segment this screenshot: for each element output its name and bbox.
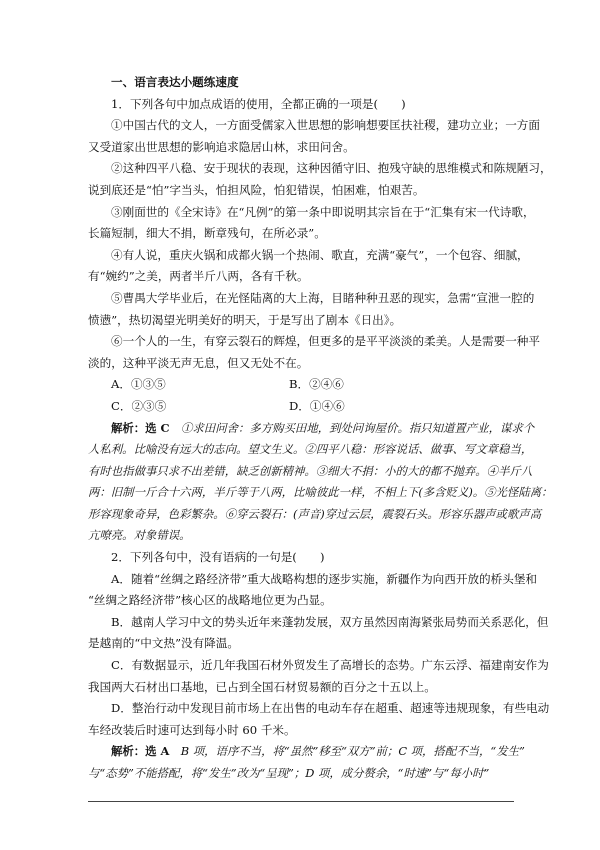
q1-stem: 1．下列各句中加点成语的使用，全都正确的一项是( ) [111, 96, 406, 111]
q1-answer-line: 亢嘹亮。对象错误。 [88, 528, 191, 543]
q2-stem: 2．下列各句中，没有语病的一句是( ) [111, 550, 325, 565]
q2-answer-line [88, 741, 525, 763]
q1-option-b: B．②④⑥ [289, 377, 344, 392]
q2-line: “丝绸之路经济带”核心区的战略地位更为凸显。 [88, 593, 332, 608]
q1-line: ④有人说，重庆火锅和成都火锅一个热闹、歌直，充满“豪气”，一个包容、细腻， [111, 247, 529, 262]
q1-answer-line [88, 418, 535, 440]
q2-line: C．有数据显示，近几年我国石材外贸发生了高增长的态势。广东云浮、福建南安作为 [111, 658, 549, 673]
q1-answer-line: 两：旧制一斤合十六两，半斤等于八两，比喻彼此一样，不相上下(多含贬义)。⑤光怪陆离： [88, 485, 553, 500]
q2-line: B．越南人学习中文的势头近年来蓬勃发展，双方虽然因南海紧张局势而关系恶化，但 [111, 614, 549, 629]
q1-answer-line: 人私利。比喻没有远大的志向。望文生义。②四平八稳：形容说话、做事、写文章稳当， [88, 442, 533, 457]
q1-options-row [88, 396, 516, 418]
q1-line: 又受道家出世思想的影响追求隐居山林，求田问舍。 [88, 139, 355, 154]
q1-line: ②这种四平八稳、安于现状的表现，这种因循守旧、抱残守缺的思维模式和陈规陋习， [111, 161, 552, 176]
q1-option-c: C．②③⑤ [111, 398, 167, 413]
q1-line: ③刚面世的《全宋诗》在“凡例”的第一条中即说明其宗旨在于“汇集有宋一代诗歌， [111, 204, 535, 219]
q1-line: 有“婉约”之美，两者半斤八两，各有千秋。 [88, 269, 309, 284]
q2-line: D．整治行动中发现目前市场上在出售的电动车存在超重、超速等违规现象，有些电动 [111, 701, 550, 716]
document-content [88, 72, 553, 785]
q2-answer-lead: 解析：选 A [111, 744, 170, 759]
q2-answer-text: B 项，语序不当，将“虽然”移至“双方”前；C 项，搭配不当，“发生” [180, 744, 525, 759]
q1-option-a: A．①③⑤ [111, 377, 166, 392]
q1-line: 说到底还是“怕”字当头，怕担风险，怕犯错误，怕困难，怕艰苦。 [88, 182, 425, 197]
footer-divider [88, 801, 514, 802]
q1-line: 愤懑”，热切渴望光明美好的明天，于是写出了剧本《日出》。 [88, 312, 402, 327]
q1-line: ⑤曹禺大学毕业后，在光怪陆离的大上海，目睹种种丑恶的现实，急需“宣泄一腔的 [111, 290, 535, 305]
q1-line: ①中国古代的文人，一方面受儒家入世思想的影响想要匡扶社稷，建功立业；一方面 [111, 118, 540, 133]
q2-line: 车经改装后时速可达到每小时 60 千米。 [88, 722, 296, 737]
q1-answer-line: 有时也指做事只求不出差错，缺乏创新精神。③细大不捐：小的大的都不抛弃。④半斤八 [88, 463, 533, 478]
q1-answer-text: ①求田问舍：多方购买田地，到处问询屋价。指只知道置产业，谋求个 [181, 420, 535, 435]
q1-option-d: D．①④⑥ [289, 398, 345, 413]
q1-line: 长篇短制，细大不捐，断章残句，在所必录”。 [88, 226, 326, 241]
q2-answer-line: 与“态势”不能搭配，将“发生”改为“呈现”；D 项，成分赘余，“时速”与“每小时” [88, 766, 490, 780]
q1-answer-line: 形容现象奇异，色彩繁杂。⑥穿云裂石：(声音)穿过云层，震裂石头。形容乐器声或歌声高 [88, 506, 542, 521]
q2-line: 我国两大石材出口基地，已占到全国石材贸易额的百分之十五以上。 [88, 679, 436, 694]
q2-line: 是越南的“中文热”没有降温。 [88, 636, 239, 651]
q1-line: ⑥一个人的一生，有穿云裂石的辉煌，但更多的是平平淡淡的柔美。人是需要一种平 [111, 334, 540, 349]
q2-line: A．随着“丝绸之路经济带”重大战略构想的逐步实施，新疆作为向西开放的桥头堡和 [111, 571, 538, 586]
q1-line: 淡的，这种平淡无声无息，但又无处不在。 [88, 355, 309, 370]
section-title: 一、语言表达小题练速度 [111, 75, 239, 89]
q1-answer-lead: 解析：选 C [111, 420, 170, 435]
q1-options-row [88, 374, 516, 396]
